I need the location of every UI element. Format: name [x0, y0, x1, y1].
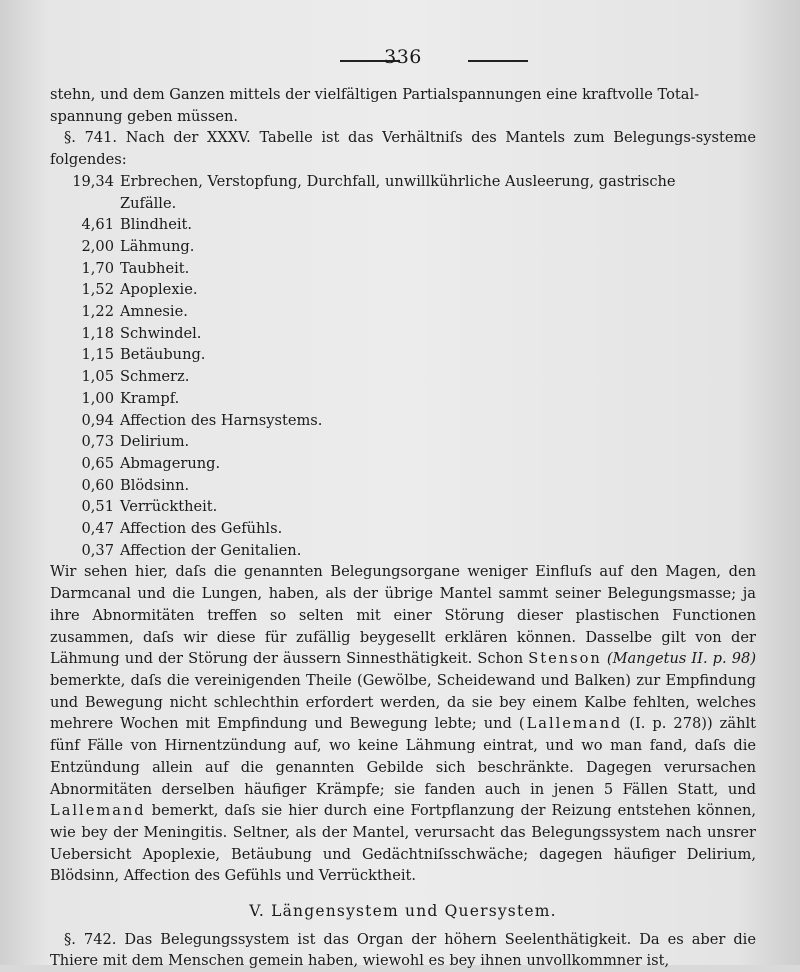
list-text: Blödsinn. [120, 476, 190, 494]
list-number: 1,52 [81, 281, 114, 299]
list-text: Delirium. [120, 433, 190, 451]
section-heading: V. Längensystem und Quersystem. [249, 902, 557, 921]
list-item [50, 540, 756, 562]
continuation-paragraph [50, 84, 756, 127]
section-mark-742: §. 742. [64, 930, 117, 948]
list-text: Apoplexie. [120, 281, 198, 299]
list-item [50, 344, 756, 366]
list-number: 0,73 [81, 433, 114, 451]
list-text: Schwindel. [120, 324, 202, 342]
author-name-stenson: Stenson [528, 650, 602, 668]
list-number: 1,22 [81, 303, 114, 321]
discussion-text-2: bemerkte, daſs die vereinigenden Theile (Gewölbe, Scheidewand und Balken) zur Empfindung und Bewegung nicht schlechthin erfordert werden, da sie bey einem Kalbe fehlten, welches mehrere Wochen mit Empfindung und Bewegung lebte; und [50, 671, 756, 733]
list-item [50, 431, 756, 453]
discussion-text-1: Wir sehen hier, daſs die genannten Belegungsorgane weniger Einfluſs auf den Magen, den Darmcanal und die Lungen, haben, als der übrige Mantel sammt seiner Belegungsmasse; ja ihre Abnormitäten treffen so selten mit einer Störung dieser plastischen Functionen zusammen, daſs wir diese für zufällig beygesellt erklären können. Dasselbe gilt von der Lähmung und der Störung der äussern Sinnesthätigkeit. Schon [50, 563, 756, 668]
ratio-list [50, 171, 756, 562]
list-item [50, 475, 756, 497]
list-item [50, 410, 756, 432]
paragraph-742 [50, 929, 756, 972]
list-text: Affection des Harnsystems. [120, 411, 323, 429]
paragraph-discussion [50, 561, 756, 887]
header-rule-right [468, 60, 528, 62]
list-text: Betäubung. [120, 346, 206, 364]
list-item [50, 518, 756, 540]
list-text: Abmagerung. [120, 454, 221, 472]
list-item [50, 258, 756, 280]
page-header [50, 40, 756, 84]
list-text: Verrücktheit. [120, 498, 218, 516]
list-text: Amnesie. [120, 303, 188, 321]
list-text: Affection der Genitalien. [120, 541, 302, 559]
discussion-text-3: (I. p. 278)) zählt fünf Fälle von Hirnentzündung auf, wo keine Lähmung eintrat, und wo man fand, daſs die Entzündung allein auf die genannten Gebilde sich beschränkte. Dagegen verursachen Abnormitäten derselben häufiger Krämpfe; sie fanden auch in jenen 5 Fällen Statt, und [50, 715, 756, 798]
list-number: 4,61 [81, 216, 114, 234]
list-number: 1,05 [81, 368, 114, 386]
list-text: Krampf. [120, 389, 180, 407]
list-number: 1,70 [81, 259, 114, 277]
continuation-line-2: spannung geben müssen. [50, 107, 238, 125]
body-text [50, 84, 756, 972]
list-text-continuation: Zufälle. [120, 194, 177, 212]
section-mark-741: §. 741. [64, 129, 118, 147]
page-number: 336 [384, 46, 422, 68]
list-item [50, 171, 756, 193]
list-item [50, 388, 756, 410]
list-number: 2,00 [81, 237, 114, 255]
list-item [50, 301, 756, 323]
list-number: 0,60 [81, 476, 114, 494]
list-text: Taubheit. [120, 259, 190, 277]
list-item [50, 323, 756, 345]
list-text: Schmerz. [120, 368, 190, 386]
author-name-lallemand-2: Lallemand [50, 802, 146, 820]
list-number: 0,47 [81, 520, 114, 538]
list-number: 1,15 [81, 346, 114, 364]
list-number: 1,00 [81, 389, 114, 407]
list-number: 19,34 [72, 172, 114, 190]
reference-mangetus: (Mangetus II. p. 98) [606, 650, 757, 668]
list-text: Blindheit. [120, 216, 193, 234]
author-name-lallemand: (Lallemand [518, 715, 623, 733]
list-text: Erbrechen, Verstopfung, Durchfall, unwillkührliche Ausleerung, gastrische [120, 172, 676, 190]
list-item [50, 453, 756, 475]
list-item [50, 496, 756, 518]
list-item [50, 366, 756, 388]
paragraph-741 [50, 127, 756, 170]
list-item [50, 214, 756, 236]
paragraph-742-text: Das Belegungssystem ist das Organ der höhern Seelenthätigkeit. Da es aber die Thiere mit dem Menschen gemein haben, wiewohl es bey ihnen unvollkommner ist, [50, 930, 756, 970]
list-text: Lähmung. [120, 237, 195, 255]
list-number: 1,18 [81, 324, 114, 342]
continuation-line-1: stehn, und dem Ganzen mittels der vielfältigen Partialspannungen eine kraftvolle Total- [50, 86, 700, 103]
list-number: 0,94 [81, 411, 114, 429]
paragraph-741-text: Nach der XXXV. Tabelle ist das Verhältniſs des Mantels zum Belegungs-systeme folgendes: [50, 129, 757, 169]
list-item [50, 279, 756, 301]
list-number: 0,37 [81, 541, 114, 559]
list-item [50, 236, 756, 258]
list-text: Affection des Gefühls. [120, 520, 283, 538]
discussion-text-4: bemerkt, daſs sie hier durch eine Fortpflanzung der Reizung entstehen können, wie bey der Meningitis. Seltner, als der Mantel, verursacht das Belegungssystem nach unsrer Uebersicht Apoplexie, Betäubung und Gedächtniſsschwäche; dagegen häufiger Delirium, Blödsinn, Affection des Gefühls und Verrücktheit. [50, 802, 756, 885]
list-number: 0,51 [81, 498, 114, 516]
list-number: 0,65 [81, 454, 114, 472]
list-item-continuation [50, 193, 756, 215]
